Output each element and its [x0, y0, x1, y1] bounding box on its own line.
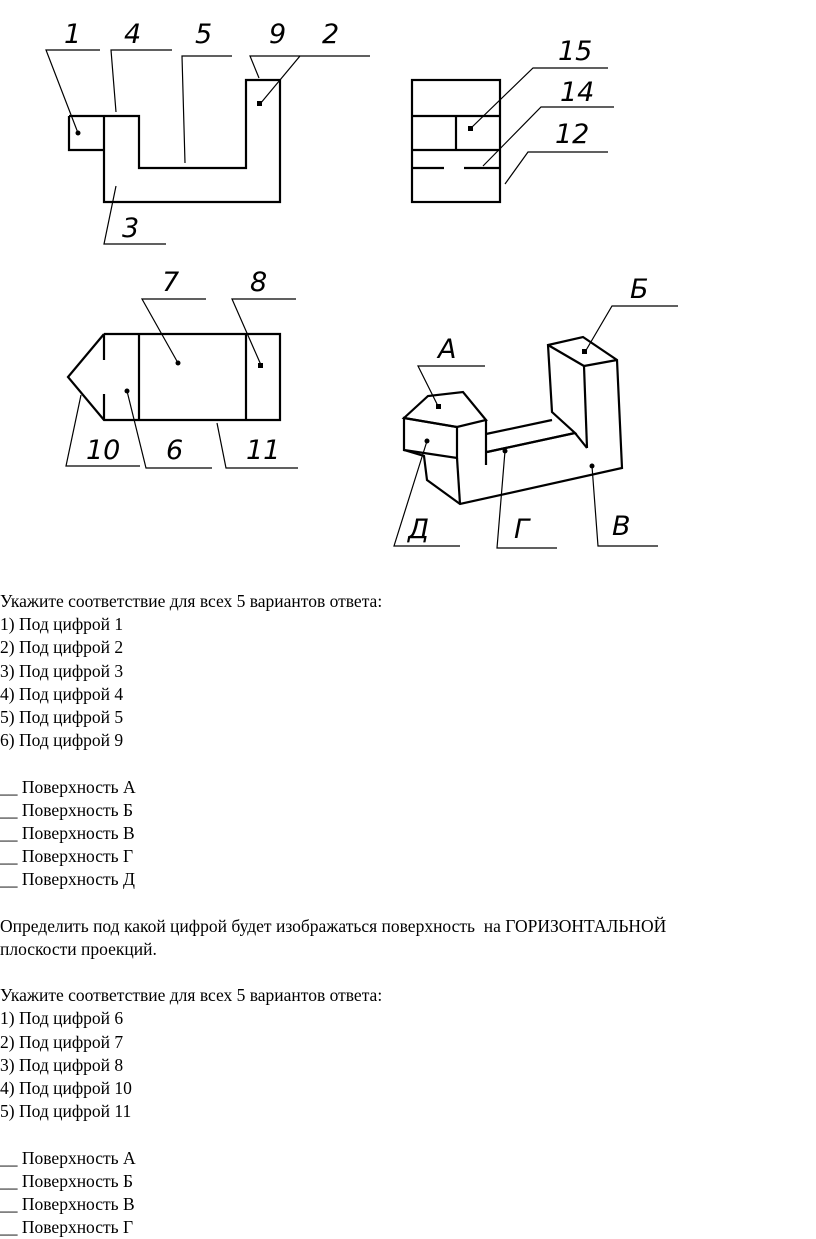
- q1-answer: __ Поверхность Д: [0, 869, 135, 890]
- q2-answer: __ Поверхность Г: [0, 1217, 134, 1238]
- q2-option: 5) Под цифрой 11: [0, 1101, 132, 1122]
- label-8: 8: [250, 267, 268, 298]
- label-9: 9: [269, 19, 287, 50]
- q2-option: 2) Под цифрой 7: [0, 1031, 124, 1052]
- q1-option: 6) Под цифрой 9: [0, 730, 124, 751]
- q1-answer: __ Поверхность Б: [0, 799, 134, 820]
- q1-option: 4) Под цифрой 4: [0, 683, 124, 704]
- front-view: [46, 19, 370, 244]
- side-view: [412, 36, 614, 202]
- q2-option: 3) Под цифрой 8: [0, 1054, 124, 1075]
- label-3: 3: [122, 213, 140, 244]
- label-2: 2: [322, 19, 340, 50]
- q1-option: 1) Под цифрой 1: [0, 614, 124, 635]
- q1-option: 3) Под цифрой 3: [0, 660, 124, 681]
- label-5: 5: [195, 19, 213, 50]
- label-11: 11: [246, 435, 281, 466]
- label-V: В: [612, 511, 631, 542]
- q2-answer: __ Поверхность А: [0, 1147, 136, 1168]
- label-12: 12: [555, 119, 590, 150]
- label-7: 7: [162, 267, 180, 298]
- q1-answer: __ Поверхность Г: [0, 846, 134, 867]
- q1-option: 2) Под цифрой 2: [0, 637, 124, 658]
- isometric-view: [394, 274, 678, 548]
- label-6: 6: [166, 435, 184, 466]
- label-4: 4: [124, 19, 142, 50]
- label-14: 14: [560, 77, 595, 108]
- q2-answer: __ Поверхность Б: [0, 1170, 134, 1191]
- q1-instruction: Укажите соответствие для всех 5 вариантов ответа:: [0, 591, 383, 611]
- q1-answer: __ Поверхность В: [0, 822, 135, 843]
- label-15: 15: [558, 36, 593, 67]
- q1-option: 5) Под цифрой 5: [0, 706, 124, 727]
- q2-prompt: Определить под какой цифрой будет изображаться поверхность на ГОРИЗОНТАЛЬНОЙ: [0, 915, 667, 936]
- q2-option: 4) Под цифрой 10: [0, 1077, 132, 1098]
- q2-prompt: плоскости проекций.: [0, 938, 157, 959]
- label-G: Г: [514, 514, 530, 545]
- top-view: [66, 267, 298, 468]
- technical-drawing: [0, 0, 816, 560]
- label-1: 1: [64, 19, 82, 50]
- q1-answer: __ Поверхность А: [0, 776, 136, 797]
- question-text: [0, 590, 816, 1239]
- label-A: А: [438, 334, 457, 365]
- q2-answer: __ Поверхность В: [0, 1193, 135, 1214]
- label-10: 10: [86, 435, 121, 466]
- q2-option: 1) Под цифрой 6: [0, 1008, 124, 1029]
- q2-instruction: Укажите соответствие для всех 5 вариантов ответа:: [0, 985, 383, 1006]
- label-D: Д: [408, 514, 430, 545]
- label-B: Б: [630, 274, 649, 305]
